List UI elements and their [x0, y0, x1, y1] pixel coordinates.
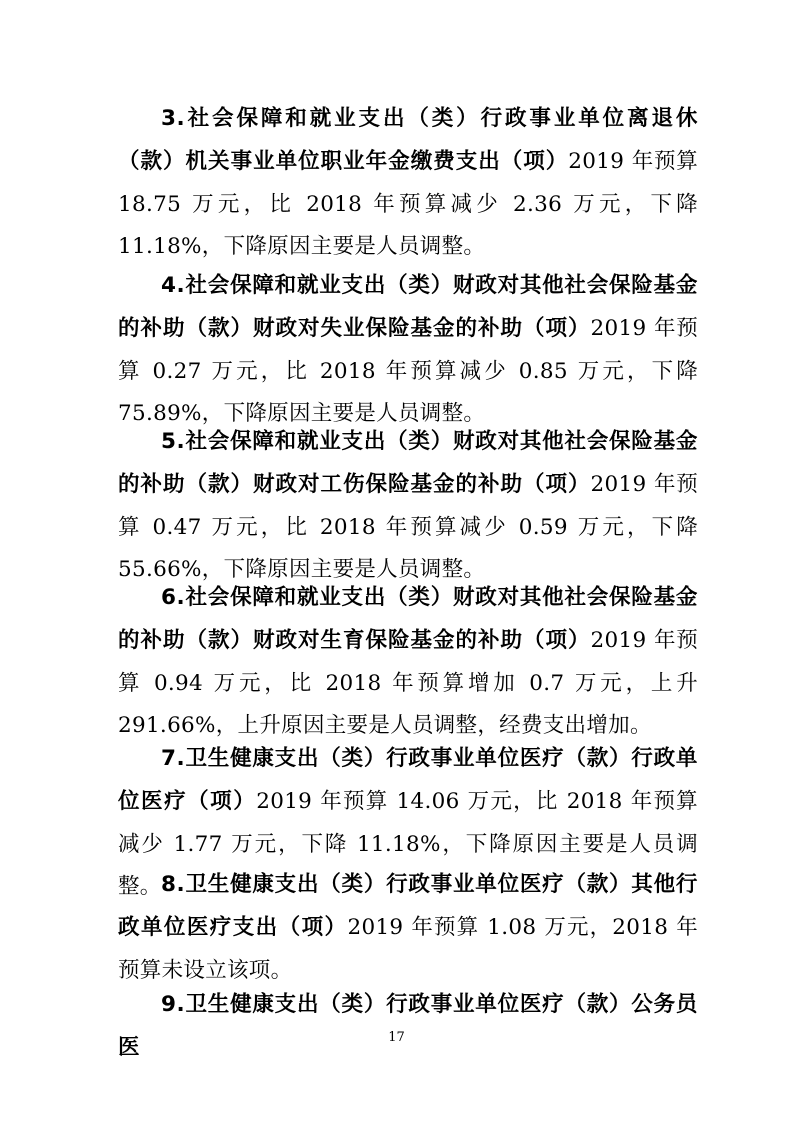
- paragraph-heading: 9.卫生健康支出（类）行政事业单位医疗（款）公务员医: [118, 992, 698, 1060]
- paragraph-item-5: [118, 421, 698, 592]
- paragraph-body: 2019 年预算 14.06 万元，比 2018 年预算减少 1.77 万元，下降 11.18%，下降原因主要是人员调整。: [118, 788, 698, 900]
- paragraph-body: 2019 年预算 0.47 万元，比 2018 年预算减少 0.59 万元，下降 55.66%，下降原因主要是人员调整。: [118, 471, 699, 583]
- paragraph-item-6: [118, 577, 698, 748]
- paragraph-heading: 4.社会保障和就业支出（类）财政对其他社会保险基金的补助（款）财政对失业保险基金的补助（项）: [118, 273, 698, 341]
- paragraph-body: 2019 年预算 1.08 万元，2018 年预算未设立该项。: [118, 914, 698, 983]
- paragraph-heading: 8.卫生健康支出（类）行政事业单位医疗（款）其他行政单位医疗支出（项）: [118, 872, 698, 940]
- paragraph-body: 2019 年预算 18.75 万元，比 2018 年预算减少 2.36 万元，下降 11.18%，下降原因主要是人员调整。: [118, 148, 698, 260]
- paragraph-item-4: [118, 265, 698, 436]
- paragraph-item-3: [118, 98, 698, 269]
- paragraph-item-9: [118, 984, 698, 1070]
- paragraph-body: 2019 年预算 0.94 万元，比 2018 年预算增加 0.7 万元，上升 291.66%，上升原因主要是人员调整，经费支出增加。: [118, 627, 699, 739]
- paragraph-body: 2019 年预算 0.27 万元，比 2018 年预算减少 0.85 万元，下降 75.89%，下降原因主要是人员调整。: [118, 315, 699, 427]
- paragraph-item-8: [118, 864, 698, 992]
- paragraph-heading: 5.社会保障和就业支出（类）财政对其他社会保险基金的补助（款）财政对工伤保险基金的补助（项）: [118, 429, 698, 497]
- paragraph-heading: 3.社会保障和就业支出（类）行政事业单位离退休（款）机关事业单位职业年金缴费支出（项）: [118, 106, 698, 174]
- page-number: 17: [388, 1030, 405, 1045]
- paragraph-heading: 7.卫生健康支出（类）行政事业单位医疗（款）行政单位医疗（项）: [118, 746, 698, 814]
- paragraph-heading: 6.社会保障和就业支出（类）财政对其他社会保险基金的补助（款）财政对生育保险基金的补助（项）: [118, 585, 698, 653]
